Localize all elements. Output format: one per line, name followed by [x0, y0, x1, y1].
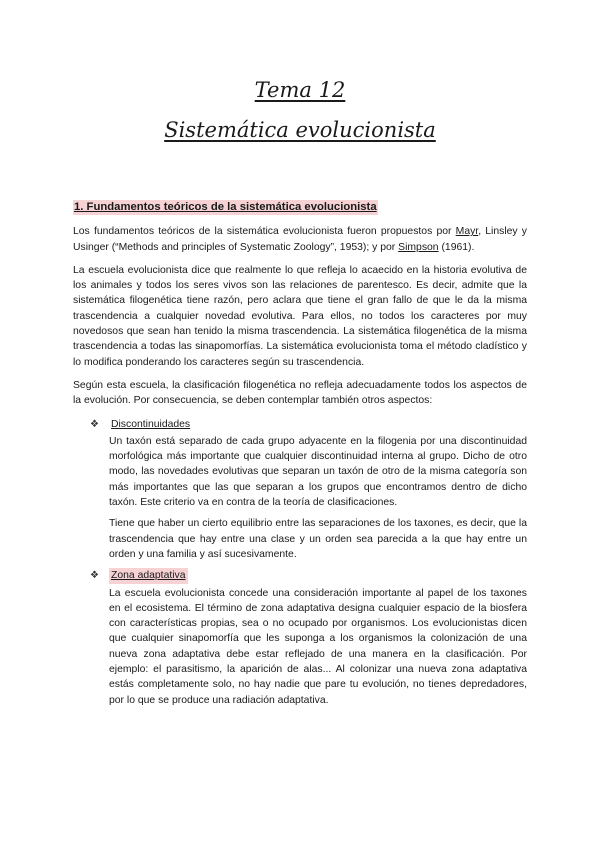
- document-body: [73, 200, 527, 714]
- paragraph-evolutionist-school: La escuela evolucionista dice que realmente lo que refleja lo acaecido en la historia evolutiva de los animales y todos los seres vivos son las relaciones de parentesco. Es decir, admite que la sistemática filogenética tiene razón, pero aclara que tiene el gran fallo de que le da la misma trascendencia a cualquier novedad evolutiva. Para ellos, no todos los caracteres por muy novedosos que sean han tenido la misma trascendencia. La sistemática filogenética de la misma trascendencia a todas las sinapomorfías. La sistemática evolucionista toma el método cladístico y lo modifica ponderando los caracteres según su trascendencia.: [73, 264, 527, 368]
- paragraph-authors: [73, 224, 527, 255]
- paragraph-classification: Según esta escuela, la clasificación filogenética no refleja adecuadamente todos los aspectos de la evolución. Por consecuencia, se deben contemplar también otros aspectos:: [73, 379, 527, 407]
- bullet-head: [90, 568, 527, 583]
- authors-text-b: , Linsley y Usinger (“Methods and principles of Systematic Zoology”, 1953); y por: [73, 226, 528, 253]
- page-subtitle: Sistemática evolucionista: [164, 118, 436, 142]
- bullet-label: Zona adaptativa: [109, 568, 188, 583]
- bullet-label: Discontinuidades: [111, 418, 191, 430]
- bullet-paragraph: Un taxón está separado de cada grupo adyacente en la filogenia por una discontinuidad morfológica más importante que cualquier discontinuidad interna al grupo. Dicho de otro modo, las novedades evolutivas que separan un taxón de otro de la misma categoría son más importantes que las que separan a los grupos que encontramos dentro de dicho taxón. Este criterio va en contra de la teoría de clasificaciones.: [109, 435, 527, 509]
- bullet-paragraph: Tiene que haber un cierto equilibrio entre las separaciones de los taxones, es decir, que la trascendencia que hay entre una clase y un orden sea parecida a la que hay entre un orden y una familia y así sucesivamente.: [109, 518, 527, 560]
- diamond-bullet-icon: ❖: [90, 418, 99, 430]
- page-title: Tema 12: [254, 78, 346, 102]
- link-mayr[interactable]: Mayr: [455, 226, 479, 238]
- diamond-bullet-icon: ❖: [90, 570, 99, 582]
- link-simpson[interactable]: Simpson: [398, 241, 439, 253]
- bullet-discontinuities: [90, 417, 527, 563]
- authors-text-a: Los fundamentos teóricos de la sistemática evolucionista fueron propuestos por: [73, 226, 456, 238]
- bullet-paragraph: La escuela evolucionista concede una consideración importante al papel de los taxones en el ecosistema. El término de zona adaptativa designa cualquier espacio de la biosfera con características propias, sea o no ocupado por organismos. Los evolucionistas dicen que cualquier sinapomorfía que les suponga a los organismos la colonización de una nueva zona adaptativa debe estar reflejado de una manera en la clasificación. Por ejemplo: el parasitismo, la aparición de alas... Al colonizar una nueva zona adaptativa estás completamente solo, no hay nadie que pare tu evolución, no tienes depredadores, por lo que se produce una radiación adaptativa.: [109, 587, 527, 706]
- bullet-adaptive-zone: [90, 568, 527, 708]
- section-heading: 1. Fundamentos teóricos de la sistemática evolucionista: [73, 200, 378, 215]
- bullet-body: [109, 586, 527, 708]
- bullet-head: [90, 417, 527, 432]
- authors-text-c: (1961).: [438, 241, 475, 253]
- bullet-body: [109, 434, 527, 562]
